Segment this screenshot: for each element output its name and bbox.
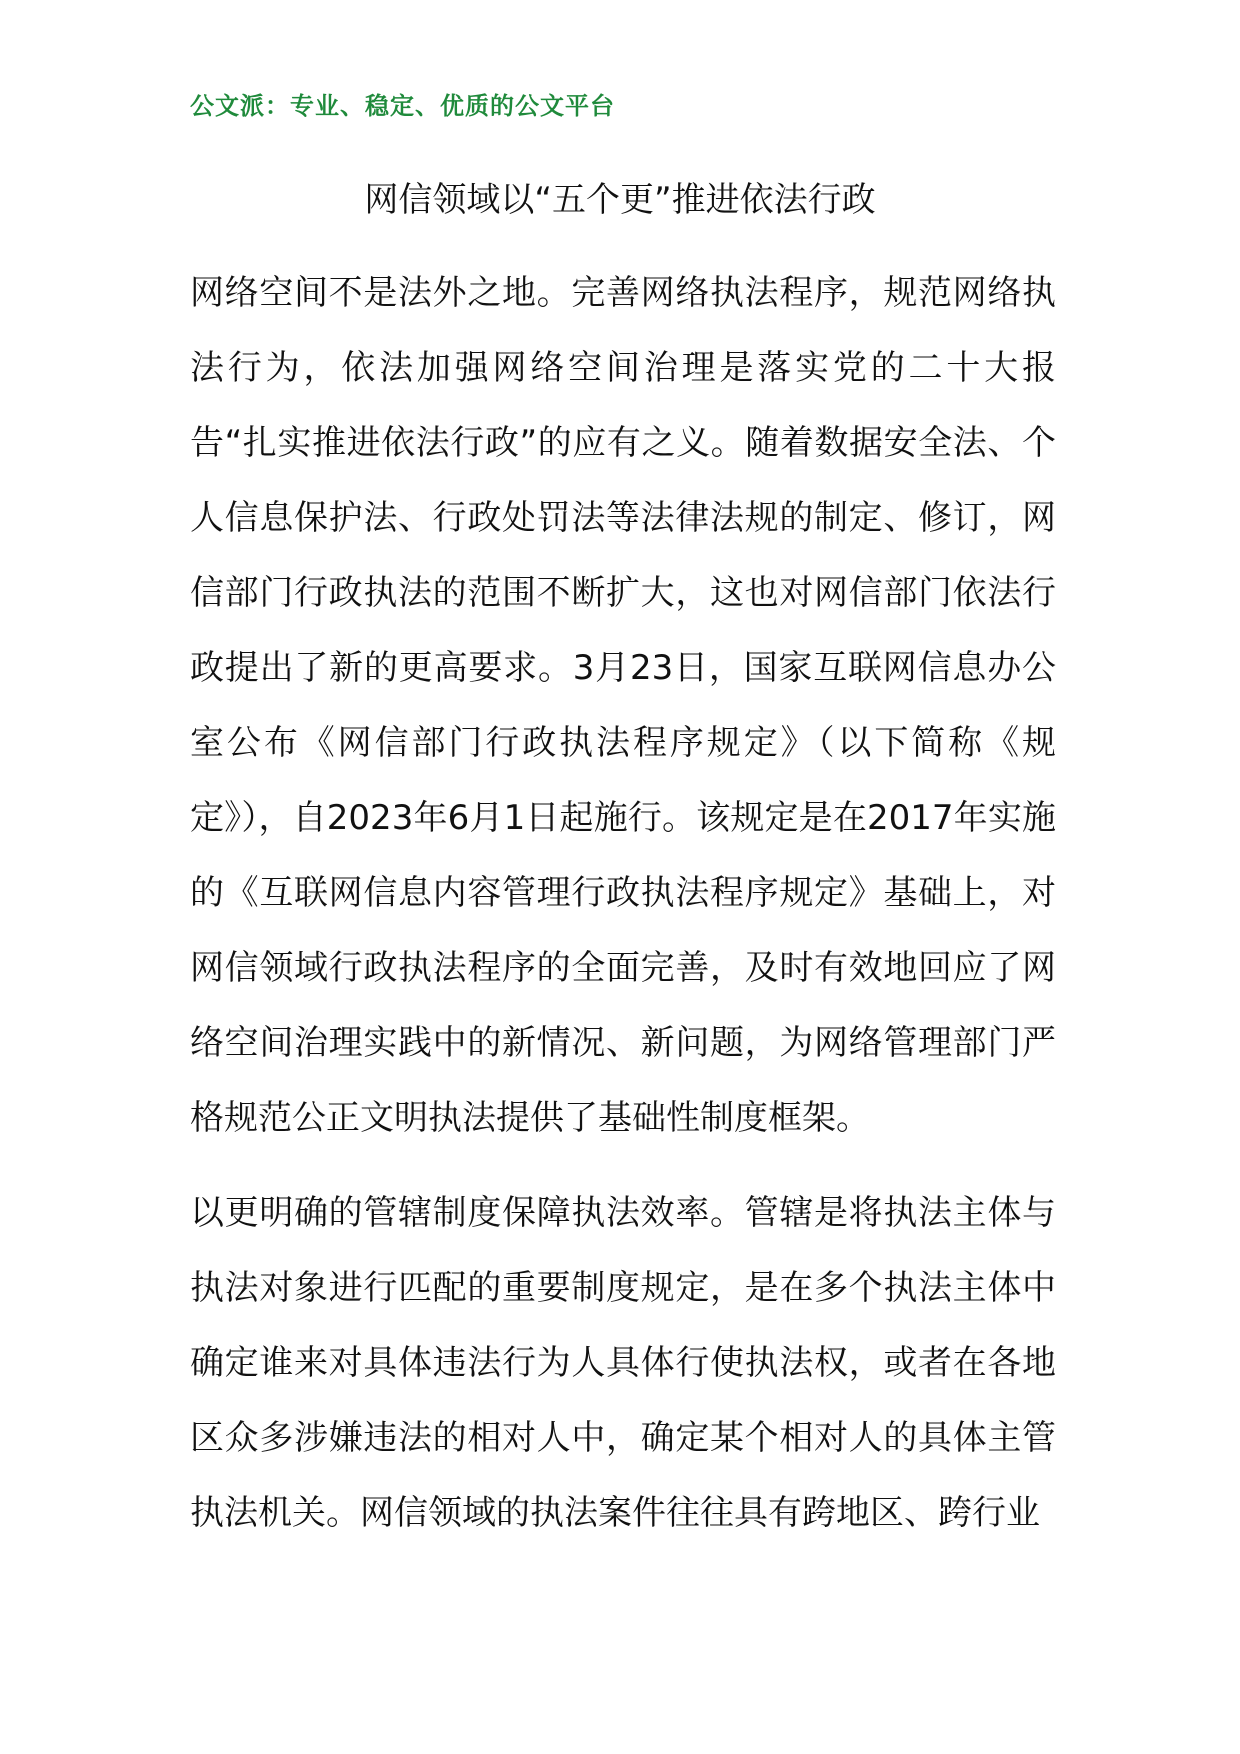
paragraph-intro: 网络空间不是法外之地。完善网络执法程序，规范网络执法行为，依法加强网络空间治理是落实党的二十大报告“扎实推进依法行政”的应有之义。随着数据安全法、个人信息保护法、行政处罚法等法律法规的制定、修订，网信部门行政执法的范围不断扩大，这也对网信部门依法行政提出了新的更高要求。3月23日，国家互联网信息办公室公布《网信部门行政执法程序规定》（以下简称《规定》），自2023年6月1日起施行。该规定是在2017年实施的《互联网信息内容管理行政执法程序规定》基础上，对网信领域行政执法程序的全面完善，及时有效地回应了网络空间治理实践中的新情况、新问题，为网络管理部门严格规范公正文明执法提供了基础性制度框架。 — [190, 273, 1056, 1138]
document-body — [190, 256, 1056, 1571]
page-title: 网信领域以“五个更”推进依法行政 — [364, 180, 876, 220]
paragraph-jurisdiction: 以更明确的管辖制度保障执法效率。管辖是将执法主体与执法对象进行匹配的重要制度规定，是在多个执法主体中确定谁来对具体违法行为人具体行使执法权，或者在各地区众多涉嫌违法的相对人中，确定某个相对人的具体主管执法机关。网信领域的执法案件往往具有跨地区、跨行业 — [190, 1193, 1056, 1533]
site-tagline: 公文派：专业、稳定、优质的公文平台 — [190, 92, 615, 120]
